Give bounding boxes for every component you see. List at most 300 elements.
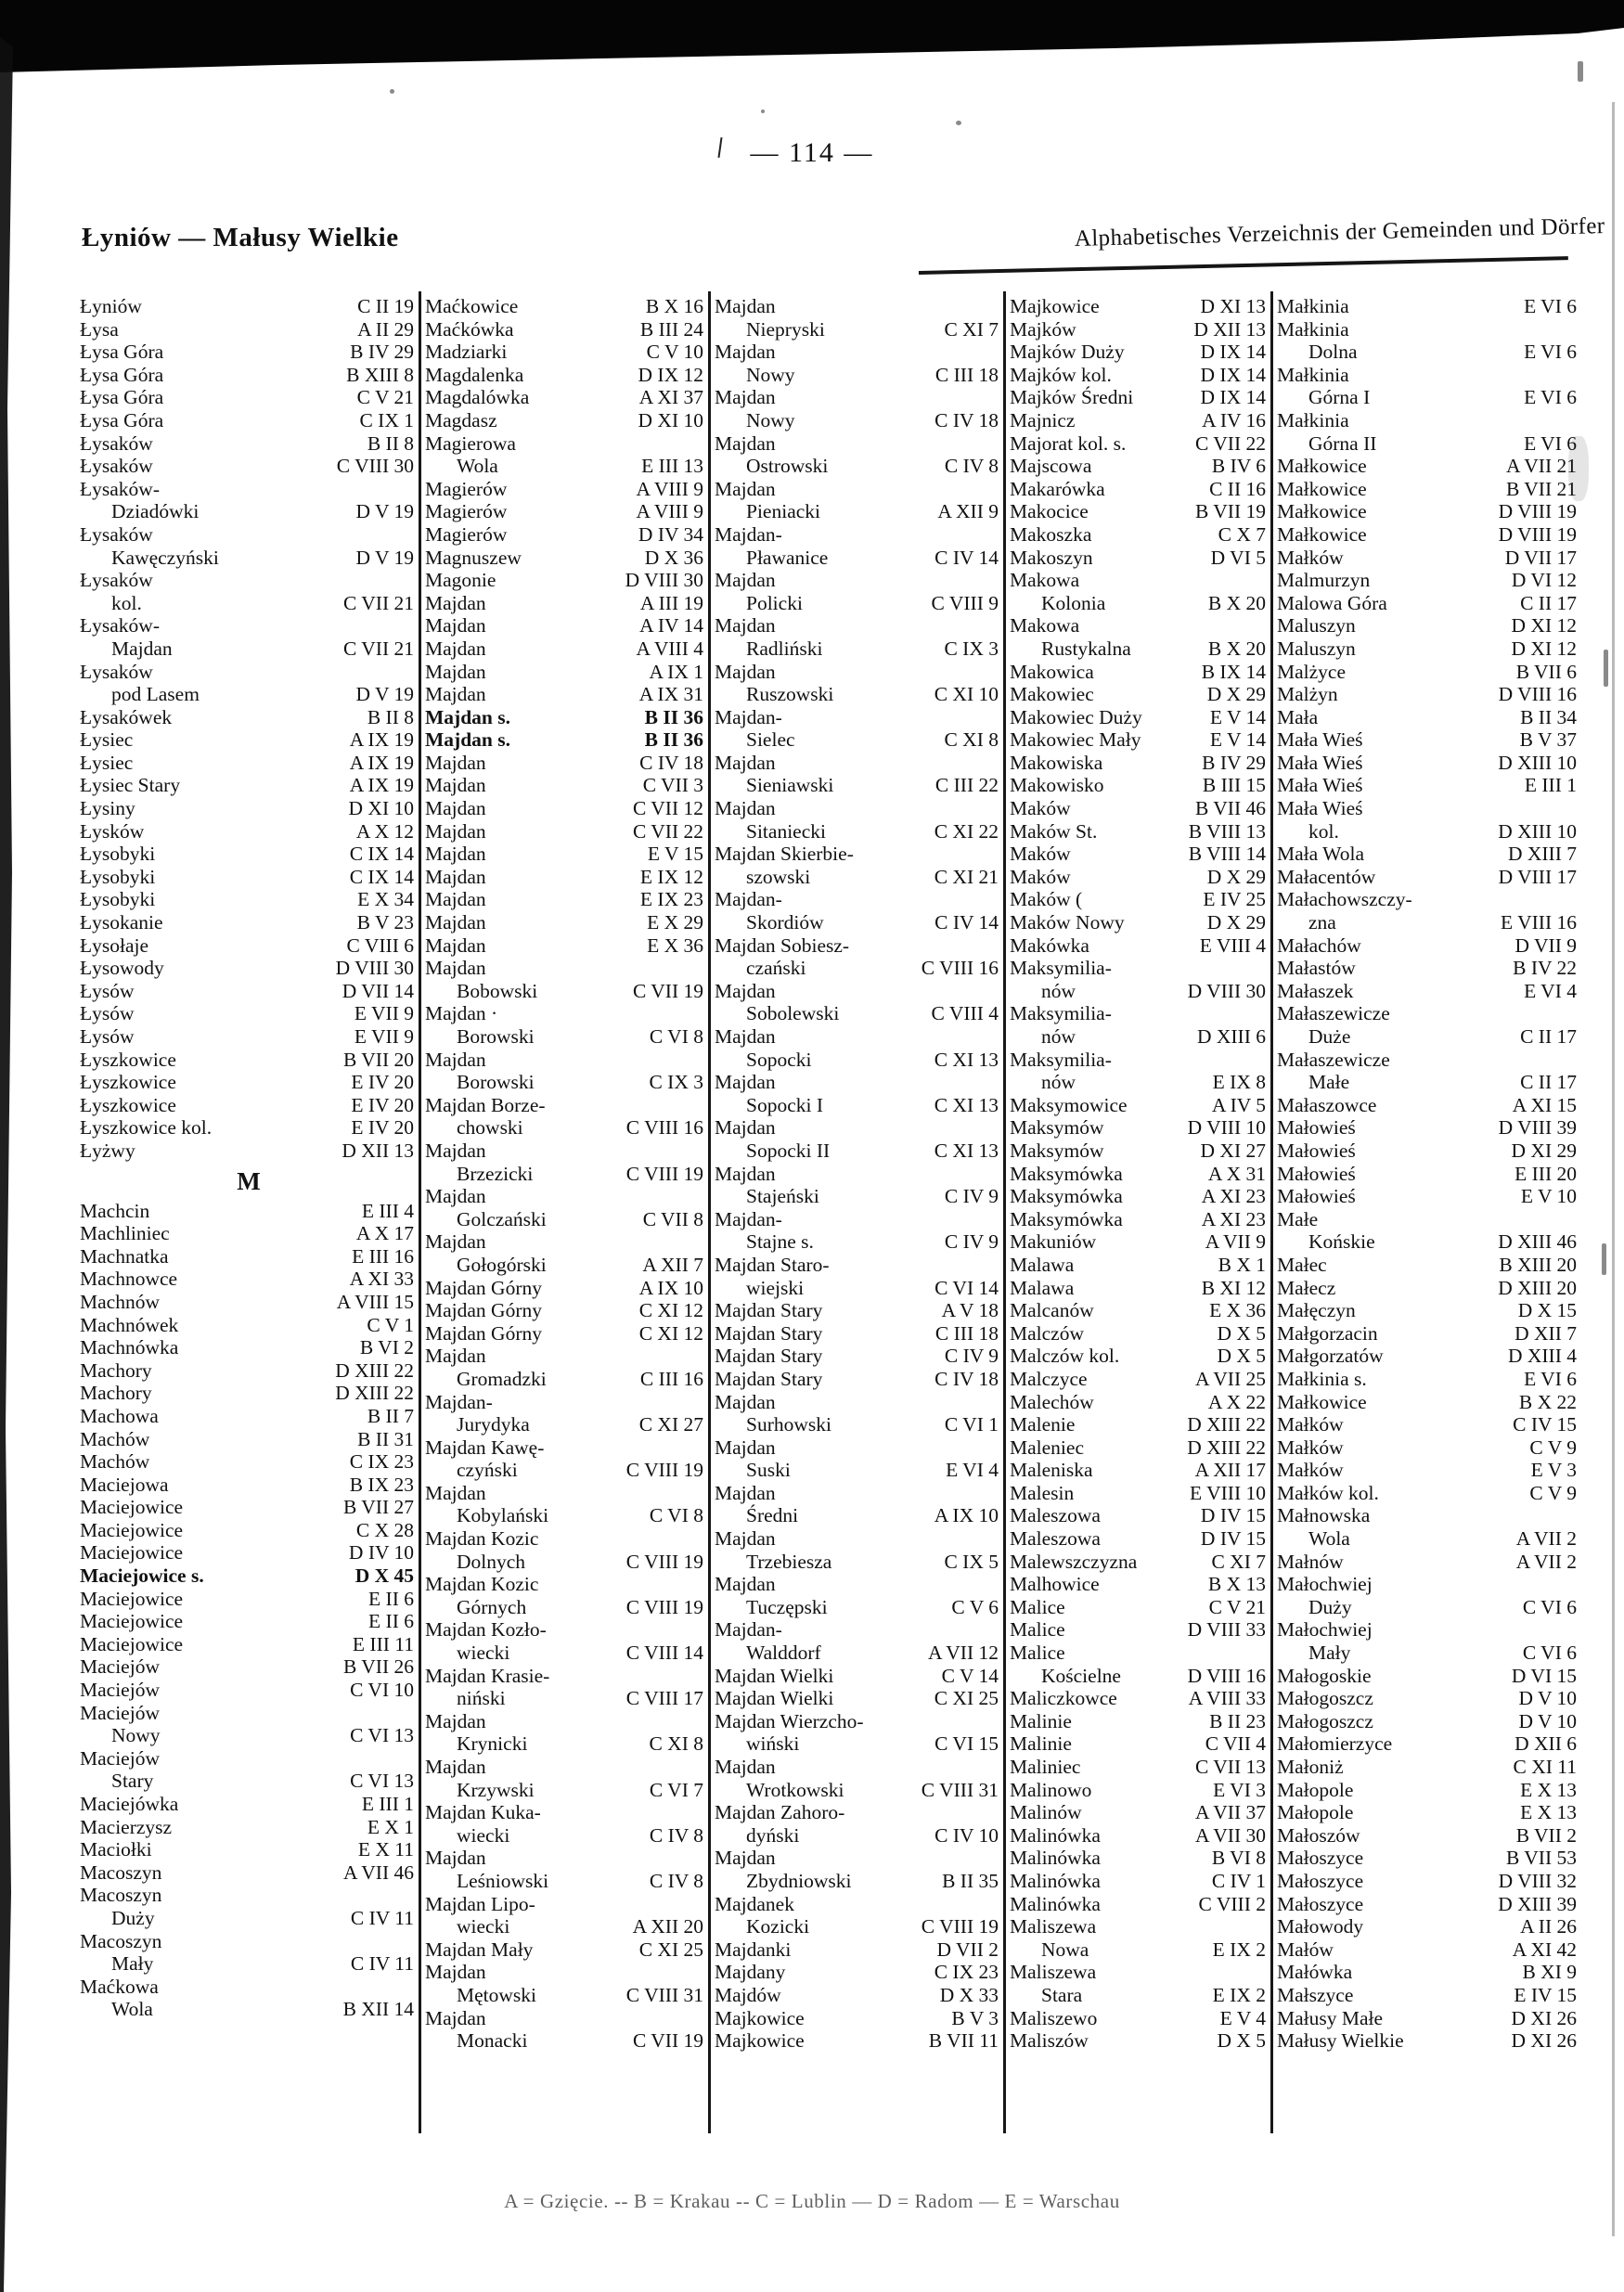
map-reference-code: C III 16 bbox=[639, 1367, 703, 1390]
place-name: Pławanice bbox=[746, 546, 829, 569]
map-reference-code: D XIII 20 bbox=[1498, 1276, 1577, 1299]
index-entry-row bbox=[421, 1116, 711, 1140]
index-entry-row bbox=[76, 1428, 421, 1451]
place-name: Maciejów bbox=[80, 1746, 160, 1770]
place-name: Majdan- bbox=[715, 705, 782, 728]
index-entry-row bbox=[1006, 1094, 1273, 1117]
map-reference-code: D XIII 22 bbox=[335, 1358, 414, 1382]
place-name: Maksymilia- bbox=[1010, 1002, 1112, 1025]
place-name: Machnówka bbox=[80, 1336, 179, 1359]
index-entry-row bbox=[76, 1724, 421, 1747]
index-entry-row bbox=[1273, 1847, 1584, 1870]
index-entry-row bbox=[1273, 1413, 1584, 1436]
map-reference-code: B VII 2 bbox=[1515, 1823, 1577, 1847]
place-name: Gromadzki bbox=[457, 1367, 547, 1390]
place-name: Malinówka bbox=[1010, 1847, 1101, 1870]
place-name: Maćkówka bbox=[425, 317, 514, 341]
place-name: Majdanek bbox=[715, 1892, 794, 1915]
index-entry-row bbox=[76, 934, 421, 958]
index-entry-row bbox=[421, 980, 711, 1003]
map-reference-code: D VII 14 bbox=[342, 979, 414, 1002]
map-reference-code: C VII 3 bbox=[642, 774, 703, 797]
map-reference-code: A VII 30 bbox=[1194, 1823, 1266, 1847]
place-name: Skordiów bbox=[746, 911, 824, 934]
place-name: Maciejów bbox=[80, 1701, 160, 1724]
index-entry-row bbox=[421, 1596, 711, 1619]
index-entry-row bbox=[1006, 2007, 1273, 2030]
place-name: Małachów bbox=[1277, 934, 1361, 957]
map-reference-code: B V 23 bbox=[356, 911, 414, 934]
place-name: Machnowce bbox=[80, 1268, 178, 1291]
place-name: Małkowice bbox=[1277, 522, 1367, 546]
index-entry-row bbox=[711, 1368, 1006, 1391]
place-name: Mętowski bbox=[457, 1983, 536, 2006]
map-reference-code: D X 5 bbox=[1217, 1321, 1266, 1345]
place-name: Maćkowa bbox=[80, 1975, 159, 1998]
map-reference-code: A VII 2 bbox=[1515, 1550, 1577, 1573]
place-name: Magierów bbox=[425, 477, 508, 500]
index-entry-row bbox=[1273, 706, 1584, 729]
index-entry-row bbox=[1273, 455, 1584, 478]
page-footer-legend: A = Gzięcie. -- B = Krakau -- C = Lublin — D = Radom — E = Warschau bbox=[504, 2190, 1120, 2212]
scan-speck bbox=[1578, 61, 1583, 82]
map-reference-code: D XIII 22 bbox=[1187, 1413, 1266, 1436]
place-name: Stara bbox=[1041, 1983, 1083, 2006]
index-entry-row bbox=[421, 1801, 711, 1824]
map-reference-code: C XI 10 bbox=[934, 683, 999, 706]
place-name: Maleniska bbox=[1010, 1459, 1093, 1482]
index-entry-row bbox=[711, 888, 1006, 911]
place-name: Łyszkowice kol. bbox=[80, 1116, 213, 1140]
map-reference-code: D X 33 bbox=[939, 1983, 999, 2006]
map-reference-code: C IV 8 bbox=[649, 1869, 703, 1892]
place-name: Malechów bbox=[1010, 1390, 1094, 1413]
place-name: Dolnych bbox=[457, 1550, 526, 1573]
map-reference-code: E VI 4 bbox=[946, 1459, 999, 1482]
index-entry-row bbox=[421, 683, 711, 706]
place-name: Małkinia s. bbox=[1277, 1367, 1367, 1390]
place-name: Majdan bbox=[425, 1481, 486, 1504]
index-entry-row bbox=[711, 911, 1006, 934]
map-reference-code: A VII 9 bbox=[1205, 1230, 1266, 1254]
index-entry-row bbox=[711, 1824, 1006, 1848]
map-reference-code: D VII 17 bbox=[1504, 546, 1577, 569]
map-reference-code: C IV 9 bbox=[944, 1345, 999, 1368]
place-name: Małoszyce bbox=[1277, 1869, 1364, 1892]
map-reference-code: E IX 12 bbox=[639, 865, 703, 888]
map-reference-code: A X 12 bbox=[355, 819, 414, 843]
place-name: Ruszowski bbox=[746, 683, 834, 706]
index-entry-row bbox=[1273, 1938, 1584, 1962]
index-entry-row bbox=[711, 752, 1006, 775]
map-reference-code: D IV 34 bbox=[638, 522, 703, 546]
place-name: niński bbox=[457, 1687, 506, 1710]
place-name: Górna II bbox=[1308, 431, 1377, 455]
index-entry-row bbox=[711, 1436, 1006, 1460]
map-reference-code: C III 18 bbox=[934, 363, 999, 386]
place-name: Machowa bbox=[80, 1404, 159, 1427]
place-name: Majdan bbox=[715, 295, 776, 317]
map-reference-code: B II 35 bbox=[942, 1869, 999, 1892]
map-reference-code: D VII 2 bbox=[936, 1938, 999, 1961]
index-entry-row bbox=[76, 547, 421, 570]
index-entry-row bbox=[711, 1345, 1006, 1368]
index-entry-row bbox=[1273, 1642, 1584, 1665]
place-name: Łysów bbox=[80, 1002, 135, 1025]
place-name: Malawa bbox=[1010, 1276, 1075, 1299]
index-entry-row bbox=[1273, 1459, 1584, 1482]
place-name: nów bbox=[1041, 979, 1076, 1002]
map-reference-code: E VI 3 bbox=[1213, 1778, 1266, 1801]
map-reference-code: C VIII 31 bbox=[625, 1983, 703, 2006]
place-name: Majdan Borze- bbox=[425, 1093, 546, 1116]
map-reference-code: A VIII 9 bbox=[636, 500, 703, 523]
place-name: Malczyce bbox=[1010, 1367, 1088, 1390]
index-entry-row bbox=[711, 1208, 1006, 1231]
map-reference-code: C XI 25 bbox=[934, 1687, 999, 1710]
map-reference-code: B VII 21 bbox=[1505, 477, 1577, 500]
index-entry-row bbox=[1006, 1938, 1273, 1962]
place-name: Maków St. bbox=[1010, 819, 1098, 843]
index-entry-row bbox=[76, 592, 421, 615]
index-entry-row bbox=[1273, 1961, 1584, 1984]
index-entry-row bbox=[76, 866, 421, 889]
map-reference-code: E III 13 bbox=[641, 455, 703, 478]
index-entry-row bbox=[711, 866, 1006, 889]
place-name: Jurydyka bbox=[457, 1413, 530, 1436]
index-entry-row bbox=[76, 1245, 421, 1268]
map-reference-code: C VI 8 bbox=[649, 1025, 703, 1048]
map-reference-code: E VII 9 bbox=[354, 1025, 414, 1048]
index-entry-row bbox=[1273, 1116, 1584, 1140]
index-entry-row bbox=[711, 980, 1006, 1003]
place-name: Monacki bbox=[457, 2029, 528, 2053]
place-name: Policki bbox=[746, 591, 803, 614]
place-name: Majdan Stary bbox=[715, 1345, 823, 1368]
place-name: Małopole bbox=[1277, 1801, 1354, 1824]
map-reference-code: C IV 18 bbox=[639, 751, 703, 774]
map-reference-code: A IX 19 bbox=[349, 774, 414, 797]
index-entry-row bbox=[76, 478, 421, 501]
place-name: Górna I bbox=[1308, 386, 1371, 409]
map-reference-code: C IV 9 bbox=[944, 1185, 999, 1208]
index-entry-row bbox=[711, 1163, 1006, 1186]
index-entry-row bbox=[76, 1816, 421, 1839]
place-name: Maciejowice bbox=[80, 1496, 184, 1519]
place-name: Bobowski bbox=[457, 979, 538, 1002]
place-name: Malcanów bbox=[1010, 1299, 1094, 1322]
place-name: Łysaków bbox=[80, 569, 153, 592]
map-reference-code: E III 4 bbox=[361, 1199, 414, 1222]
place-name: Maciejowice s. bbox=[80, 1564, 204, 1588]
index-entry-row bbox=[1273, 1756, 1584, 1779]
place-name: Majdan- bbox=[715, 888, 782, 911]
index-entry-row bbox=[76, 1140, 421, 1163]
index-entry-row bbox=[76, 706, 421, 729]
map-reference-code: B VI 8 bbox=[1211, 1847, 1266, 1870]
index-entry-row bbox=[1006, 1208, 1273, 1231]
place-name: Mała Wieś bbox=[1277, 728, 1363, 752]
map-reference-code: D IX 12 bbox=[638, 363, 703, 386]
place-name: Łysokanie bbox=[80, 911, 163, 934]
index-entry-row bbox=[76, 1268, 421, 1291]
place-name: Małusy Wielkie bbox=[1277, 2029, 1404, 2053]
place-name: Małnowska bbox=[1277, 1504, 1371, 1527]
index-entry-row bbox=[1006, 1299, 1273, 1322]
index-entry-row bbox=[76, 614, 421, 637]
index-entry-row bbox=[76, 386, 421, 409]
index-entry-row bbox=[76, 318, 421, 341]
index-entry-row bbox=[76, 1291, 421, 1314]
map-reference-code: B X 20 bbox=[1207, 591, 1266, 614]
index-entry-row bbox=[711, 2007, 1006, 2030]
map-reference-code: C II 16 bbox=[1209, 477, 1266, 500]
map-reference-code: E X 29 bbox=[647, 911, 703, 934]
place-name: Sobolewski bbox=[746, 1002, 840, 1025]
place-name: Małkinia bbox=[1277, 295, 1349, 317]
place-name: Łysaków- bbox=[80, 477, 160, 500]
map-reference-code: D X 5 bbox=[1217, 1345, 1266, 1368]
place-name: Magdasz bbox=[425, 408, 497, 431]
place-name: Niepryski bbox=[746, 317, 825, 341]
place-name: Majdan Kozic bbox=[425, 1527, 539, 1551]
place-name: Machnatka bbox=[80, 1244, 169, 1268]
index-entry-row bbox=[1006, 820, 1273, 843]
map-reference-code: C VII 22 bbox=[1194, 431, 1266, 455]
map-reference-code: A IX 19 bbox=[349, 728, 414, 752]
map-reference-code: B II 7 bbox=[367, 1404, 414, 1427]
index-entry-row bbox=[421, 1915, 711, 1938]
place-name: Małogoszcz bbox=[1277, 1709, 1373, 1732]
map-reference-code: A VII 37 bbox=[1194, 1801, 1266, 1824]
index-entry-row bbox=[711, 569, 1006, 592]
map-reference-code: C XI 27 bbox=[638, 1413, 703, 1436]
index-entry-row bbox=[1006, 2029, 1273, 2053]
place-name: Łyszkowice bbox=[80, 1071, 176, 1094]
index-entry-row bbox=[711, 547, 1006, 570]
place-name: Łysaków bbox=[80, 455, 153, 478]
map-reference-code: C VI 10 bbox=[350, 1679, 414, 1702]
index-entry-row bbox=[711, 1618, 1006, 1642]
index-entry-row bbox=[711, 1185, 1006, 1208]
map-reference-code: D XIII 22 bbox=[1187, 1436, 1266, 1459]
index-entry-row bbox=[711, 1322, 1006, 1346]
place-name: Maksymówka bbox=[1010, 1162, 1123, 1185]
place-name: Majdan Krasie- bbox=[425, 1664, 550, 1687]
index-entry-row bbox=[1006, 911, 1273, 934]
map-reference-code: C V 1 bbox=[367, 1313, 414, 1336]
place-name: Machów bbox=[80, 1450, 150, 1474]
map-reference-code: D IV 10 bbox=[348, 1541, 414, 1564]
index-entry-row bbox=[421, 797, 711, 820]
place-name: Malowa Góra bbox=[1277, 591, 1387, 614]
map-reference-code: A VIII 33 bbox=[1188, 1687, 1266, 1710]
map-reference-code: B II 8 bbox=[367, 431, 414, 455]
place-name: Nowa bbox=[1041, 1938, 1089, 1961]
place-name: Łyżwy bbox=[80, 1139, 135, 1162]
index-entry-row bbox=[1273, 1002, 1584, 1025]
place-name: Sitaniecki bbox=[746, 819, 826, 843]
place-name: Majdan- bbox=[715, 522, 782, 546]
index-entry-row bbox=[421, 386, 711, 409]
index-entry-row bbox=[711, 1413, 1006, 1436]
map-reference-code: E X 13 bbox=[1520, 1801, 1577, 1824]
index-entry-row bbox=[421, 1551, 711, 1574]
page-number: — 114 — bbox=[750, 137, 874, 168]
place-name: Malmurzyn bbox=[1277, 569, 1371, 592]
index-entry-row bbox=[711, 1687, 1006, 1710]
place-name: Końskie bbox=[1308, 1230, 1375, 1254]
place-name: chowski bbox=[457, 1116, 523, 1140]
index-entry-row bbox=[421, 1094, 711, 1117]
place-name: Stajeński bbox=[746, 1185, 819, 1208]
place-name: Małastów bbox=[1277, 957, 1356, 980]
place-name: Małowieś bbox=[1277, 1116, 1356, 1140]
map-reference-code: C IV 14 bbox=[934, 546, 999, 569]
place-name: Małogoszcz bbox=[1277, 1687, 1373, 1710]
place-name: Majdan bbox=[425, 1345, 486, 1368]
place-name: Krynicki bbox=[457, 1732, 528, 1756]
map-reference-code: D X 29 bbox=[1206, 683, 1266, 706]
map-reference-code: D IV 15 bbox=[1200, 1527, 1266, 1551]
index-entry-row bbox=[1273, 637, 1584, 661]
map-reference-code: E VI 6 bbox=[1524, 341, 1577, 364]
map-reference-code: E X 13 bbox=[1520, 1778, 1577, 1801]
index-entry-row bbox=[76, 364, 421, 387]
map-reference-code: B X 22 bbox=[1518, 1390, 1577, 1413]
map-reference-code: D XI 10 bbox=[638, 408, 703, 431]
index-entry-row bbox=[76, 455, 421, 478]
index-entry-row bbox=[711, 797, 1006, 820]
index-entry-row bbox=[1006, 774, 1273, 797]
index-entry-row bbox=[711, 1847, 1006, 1870]
map-reference-code: C II 17 bbox=[1520, 1025, 1577, 1048]
index-entry-row bbox=[76, 1747, 421, 1771]
index-entry-row bbox=[1273, 1504, 1584, 1527]
place-name: Krzywski bbox=[457, 1778, 535, 1801]
index-entry-row bbox=[76, 637, 421, 661]
place-name: Majdan bbox=[715, 797, 776, 820]
index-entry-row bbox=[421, 478, 711, 501]
map-reference-code: A X 31 bbox=[1207, 1162, 1266, 1185]
place-name: Nowy bbox=[111, 1724, 161, 1747]
map-reference-code: D VIII 32 bbox=[1498, 1869, 1577, 1892]
index-entry-row bbox=[1273, 1299, 1584, 1322]
map-reference-code: C IX 5 bbox=[944, 1550, 999, 1573]
index-entry-row bbox=[1273, 1230, 1584, 1254]
index-entry-row bbox=[1273, 1527, 1584, 1551]
place-name: Maliniec bbox=[1010, 1756, 1081, 1778]
index-entry-row bbox=[421, 706, 711, 729]
place-name: Makówka bbox=[1010, 934, 1089, 957]
index-entry-row bbox=[421, 409, 711, 432]
index-entry-row bbox=[421, 1687, 711, 1710]
index-entry-row bbox=[711, 386, 1006, 409]
index-entry-row bbox=[1006, 1824, 1273, 1848]
place-name: Majków Średni bbox=[1010, 386, 1134, 409]
map-reference-code: D V 10 bbox=[1518, 1687, 1577, 1710]
place-name: Maksymów bbox=[1010, 1116, 1104, 1140]
place-name: Małków bbox=[1277, 546, 1344, 569]
index-entry-row bbox=[711, 2029, 1006, 2053]
index-entry-row bbox=[711, 478, 1006, 501]
place-name: Łysków bbox=[80, 819, 145, 843]
place-name: Malinówka bbox=[1010, 1869, 1101, 1892]
index-entry-row bbox=[421, 1436, 711, 1460]
index-entry-row bbox=[1273, 1436, 1584, 1460]
place-name: Łysołaje bbox=[80, 934, 149, 957]
map-reference-code: B II 8 bbox=[367, 705, 414, 728]
index-entry-row bbox=[1273, 2029, 1584, 2053]
place-name: wiecki bbox=[457, 1915, 510, 1938]
place-name: Dolna bbox=[1308, 341, 1358, 364]
map-reference-code: E IV 20 bbox=[351, 1093, 414, 1116]
place-name: Majscowa bbox=[1010, 455, 1092, 478]
map-reference-code: D VIII 16 bbox=[1187, 1664, 1266, 1687]
place-name: Pieniacki bbox=[746, 500, 821, 523]
index-entry-row bbox=[711, 500, 1006, 523]
place-name: Majnicz bbox=[1010, 408, 1076, 431]
map-reference-code: D XIII 10 bbox=[1498, 751, 1577, 774]
index-entry-row bbox=[1273, 1140, 1584, 1163]
place-name: Macoszyn bbox=[80, 1861, 162, 1884]
place-name: Małaszewicze bbox=[1277, 1002, 1390, 1025]
place-name: Majdan bbox=[425, 637, 486, 660]
map-reference-code: C XI 13 bbox=[934, 1048, 999, 1071]
map-reference-code: E VII 9 bbox=[354, 1002, 414, 1025]
place-name: Maliczkowce bbox=[1010, 1687, 1117, 1710]
place-name: Majkowice bbox=[715, 2029, 805, 2053]
index-entry-row bbox=[76, 1116, 421, 1140]
map-reference-code: D XII 6 bbox=[1514, 1732, 1577, 1756]
map-reference-code: C V 6 bbox=[951, 1595, 999, 1618]
index-entry-row bbox=[421, 820, 711, 843]
map-reference-code: E V 15 bbox=[647, 843, 703, 866]
map-reference-code: B V 3 bbox=[951, 2006, 999, 2029]
place-name: Małkinia bbox=[1277, 363, 1349, 386]
column-4 bbox=[1006, 295, 1273, 2142]
map-reference-code: B II 36 bbox=[644, 705, 703, 728]
map-reference-code: C V 9 bbox=[1529, 1481, 1577, 1504]
map-reference-code: A IV 16 bbox=[1202, 408, 1266, 431]
place-name: Łysa bbox=[80, 317, 119, 341]
map-reference-code: C V 21 bbox=[1208, 1595, 1266, 1618]
map-reference-code: D VIII 30 bbox=[625, 569, 703, 592]
place-name: Magdalenka bbox=[425, 363, 524, 386]
index-entry-row bbox=[421, 661, 711, 684]
index-entry-row bbox=[711, 1049, 1006, 1072]
place-name: Łyszkowice bbox=[80, 1093, 176, 1116]
map-reference-code: C IX 3 bbox=[944, 637, 999, 660]
index-entry-row bbox=[711, 1732, 1006, 1756]
index-entry-row bbox=[76, 1382, 421, 1405]
index-entry-row bbox=[421, 1413, 711, 1436]
map-reference-code: C IV 14 bbox=[934, 911, 999, 934]
place-name: Maciejowice bbox=[80, 1541, 184, 1564]
place-name: Maksymówka bbox=[1010, 1207, 1123, 1230]
map-reference-code: D IX 14 bbox=[1200, 341, 1266, 364]
index-entry-row bbox=[76, 911, 421, 934]
index-entry-row bbox=[76, 683, 421, 706]
index-entry-row bbox=[76, 1679, 421, 1702]
index-entry-row bbox=[1273, 1870, 1584, 1893]
map-reference-code: E V 3 bbox=[1530, 1459, 1577, 1482]
place-name: Górnych bbox=[457, 1595, 527, 1618]
place-name: Łysobyki bbox=[80, 888, 156, 911]
index-entry-row bbox=[421, 1482, 711, 1505]
index-entry-row bbox=[1273, 1163, 1584, 1186]
index-entry-row bbox=[1273, 500, 1584, 523]
